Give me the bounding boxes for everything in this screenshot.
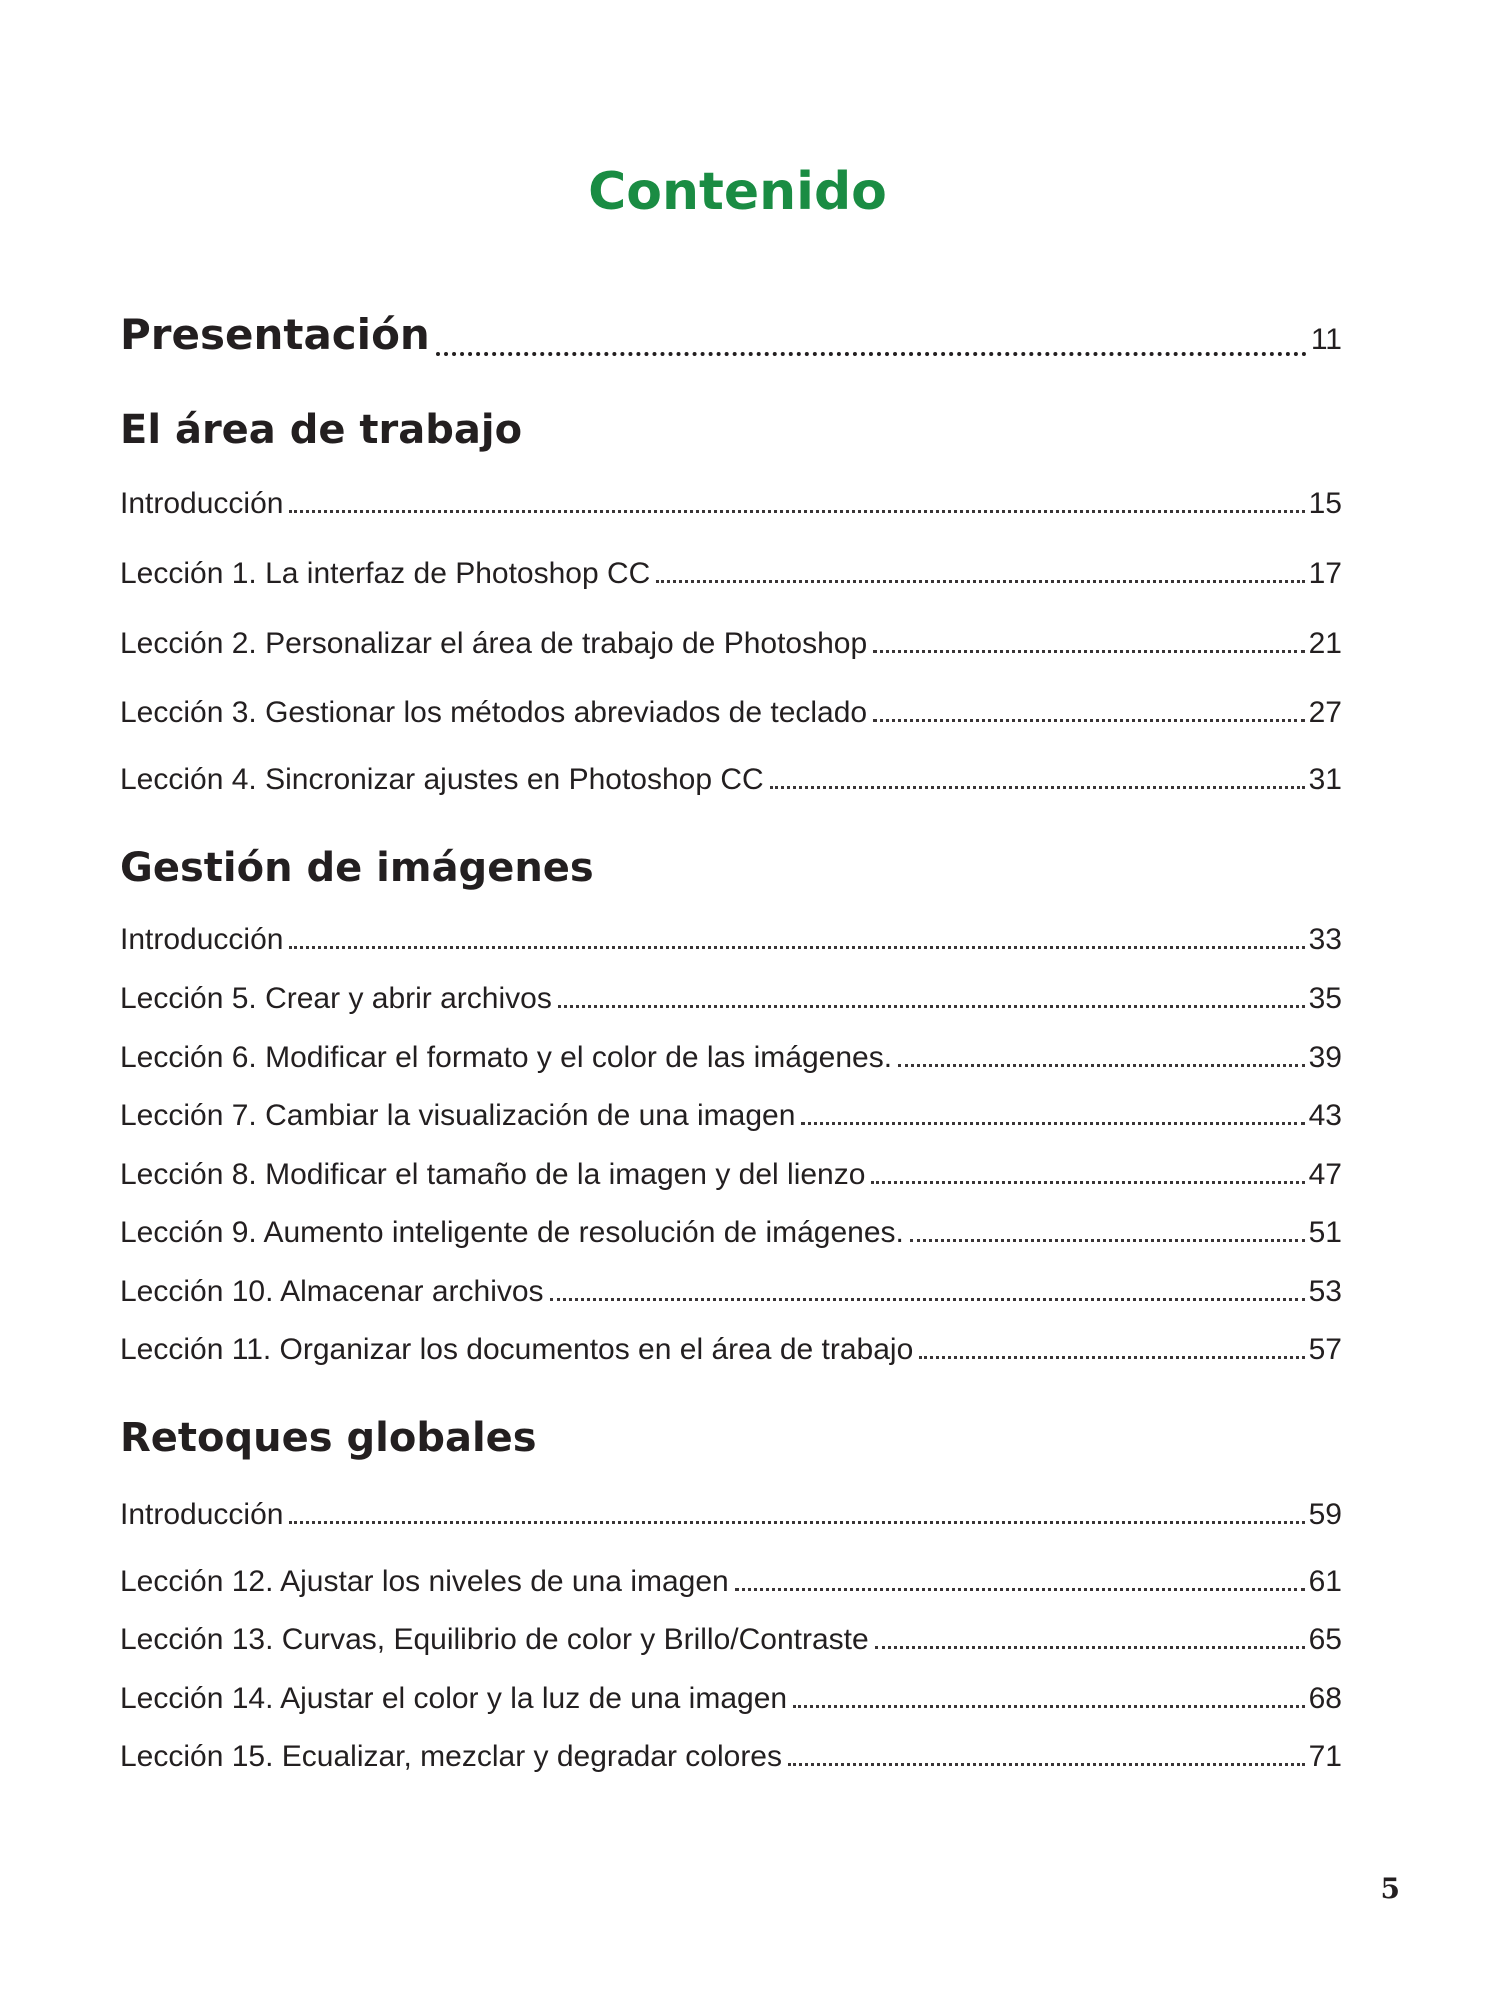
dot-leader xyxy=(289,946,1304,949)
toc-entry[interactable] xyxy=(120,695,1342,731)
toc-entry-page: 71 xyxy=(1308,1740,1342,1773)
toc-entry[interactable] xyxy=(120,1739,1342,1775)
toc-entry-page: 33 xyxy=(1308,923,1342,956)
dot-leader xyxy=(873,650,1304,653)
toc-entry[interactable] xyxy=(120,922,1342,958)
toc-entry-page: 11 xyxy=(1310,323,1342,356)
dot-leader xyxy=(793,1705,1305,1708)
toc-entry-page: 65 xyxy=(1308,1623,1342,1656)
dot-leader xyxy=(898,1064,1305,1067)
toc-entry-page: 51 xyxy=(1308,1216,1342,1249)
toc-entry-label: Lección 6. Modificar el formato y el color de las imágenes. xyxy=(120,1041,893,1074)
dot-leader xyxy=(289,510,1304,513)
toc-entry-label: Introducción xyxy=(120,1498,284,1531)
dot-leader xyxy=(871,1181,1304,1184)
toc-entry-label: Lección 4. Sincronizar ajustes en Photoshop CC xyxy=(120,763,764,796)
toc-entry-page: 17 xyxy=(1308,557,1342,590)
toc-entry-page: 59 xyxy=(1308,1498,1342,1531)
toc-entry[interactable] xyxy=(120,1564,1342,1600)
toc-entry[interactable] xyxy=(120,1622,1342,1658)
toc-entry-label: Lección 10. Almacenar archivos xyxy=(120,1275,544,1308)
toc-entry-label: Lección 1. La interfaz de Photoshop CC xyxy=(120,557,651,590)
toc-entry[interactable] xyxy=(120,981,1342,1017)
toc-entry-label: Lección 9. Aumento inteligente de resolución de imágenes. xyxy=(120,1216,904,1249)
dot-leader xyxy=(919,1356,1304,1359)
toc-entry-page: 57 xyxy=(1308,1333,1342,1366)
toc-entry[interactable] xyxy=(120,1040,1342,1076)
toc-entry-page: 27 xyxy=(1308,696,1342,729)
toc-entry-label: Lección 15. Ecualizar, mezclar y degradar colores xyxy=(120,1740,782,1773)
dot-leader xyxy=(735,1588,1305,1591)
toc-entry-label: Lección 7. Cambiar la visualización de una imagen xyxy=(120,1099,796,1132)
toc-entry-label: Lección 13. Curvas, Equilibrio de color y Brillo/Contraste xyxy=(120,1623,869,1656)
toc-entry-label: Lección 5. Crear y abrir archivos xyxy=(120,982,552,1015)
dot-leader xyxy=(873,719,1305,722)
toc-entry-page: 53 xyxy=(1308,1275,1342,1308)
dot-leader xyxy=(558,1005,1305,1008)
toc-entry[interactable] xyxy=(120,486,1342,522)
dot-leader xyxy=(910,1239,1305,1242)
toc-entry-page: 61 xyxy=(1308,1565,1342,1598)
toc-entry-label: Presentación xyxy=(120,310,430,359)
toc-entry-page: 43 xyxy=(1308,1099,1342,1132)
toc-entry-label: Lección 12. Ajustar los niveles de una imagen xyxy=(120,1565,729,1598)
dot-leader xyxy=(550,1298,1305,1301)
dot-leader xyxy=(875,1646,1305,1649)
toc-entry-label: Introducción xyxy=(120,487,284,520)
toc-entry-page: 15 xyxy=(1308,487,1342,520)
toc-entry[interactable] xyxy=(120,556,1342,592)
section-heading: Retoques globales xyxy=(120,1415,537,1461)
toc-entry-page: 21 xyxy=(1308,627,1342,660)
toc-entry-page: 39 xyxy=(1308,1041,1342,1074)
page-title: Contenido xyxy=(588,162,887,222)
toc-entry-page: 31 xyxy=(1308,763,1342,796)
toc-entry[interactable] xyxy=(120,1681,1342,1717)
toc-entry-label: Introducción xyxy=(120,923,284,956)
toc-entry-presentacion[interactable] xyxy=(120,310,1342,365)
dot-leader xyxy=(436,352,1307,356)
page-number: 5 xyxy=(1380,1872,1400,1905)
dot-leader xyxy=(770,786,1305,789)
toc-entry-page: 35 xyxy=(1308,982,1342,1015)
toc-entry-label: Lección 14. Ajustar el color y la luz de una imagen xyxy=(120,1682,788,1715)
toc-entry[interactable] xyxy=(120,1215,1342,1251)
toc-entry[interactable] xyxy=(120,1098,1342,1134)
toc-entry-page: 47 xyxy=(1308,1158,1342,1191)
dot-leader xyxy=(289,1521,1304,1524)
toc-entry[interactable] xyxy=(120,1157,1342,1193)
dot-leader xyxy=(656,580,1304,583)
toc-entry[interactable] xyxy=(120,762,1342,798)
toc-entry[interactable] xyxy=(120,1497,1342,1533)
toc-entry-label: Lección 11. Organizar los documentos en el área de trabajo xyxy=(120,1333,914,1366)
toc-entry-label: Lección 2. Personalizar el área de trabajo de Photoshop xyxy=(120,627,868,660)
toc-entry[interactable] xyxy=(120,1332,1342,1368)
toc-entry-label: Lección 8. Modificar el tamaño de la imagen y del lienzo xyxy=(120,1158,866,1191)
toc-entry-label: Lección 3. Gestionar los métodos abreviados de teclado xyxy=(120,696,868,729)
dot-leader xyxy=(788,1763,1305,1766)
toc-entry[interactable] xyxy=(120,1274,1342,1310)
section-heading: Gestión de imágenes xyxy=(120,845,594,891)
section-heading: El área de trabajo xyxy=(120,407,523,453)
toc-entry[interactable] xyxy=(120,626,1342,662)
dot-leader xyxy=(801,1122,1304,1125)
toc-entry-page: 68 xyxy=(1308,1682,1342,1715)
